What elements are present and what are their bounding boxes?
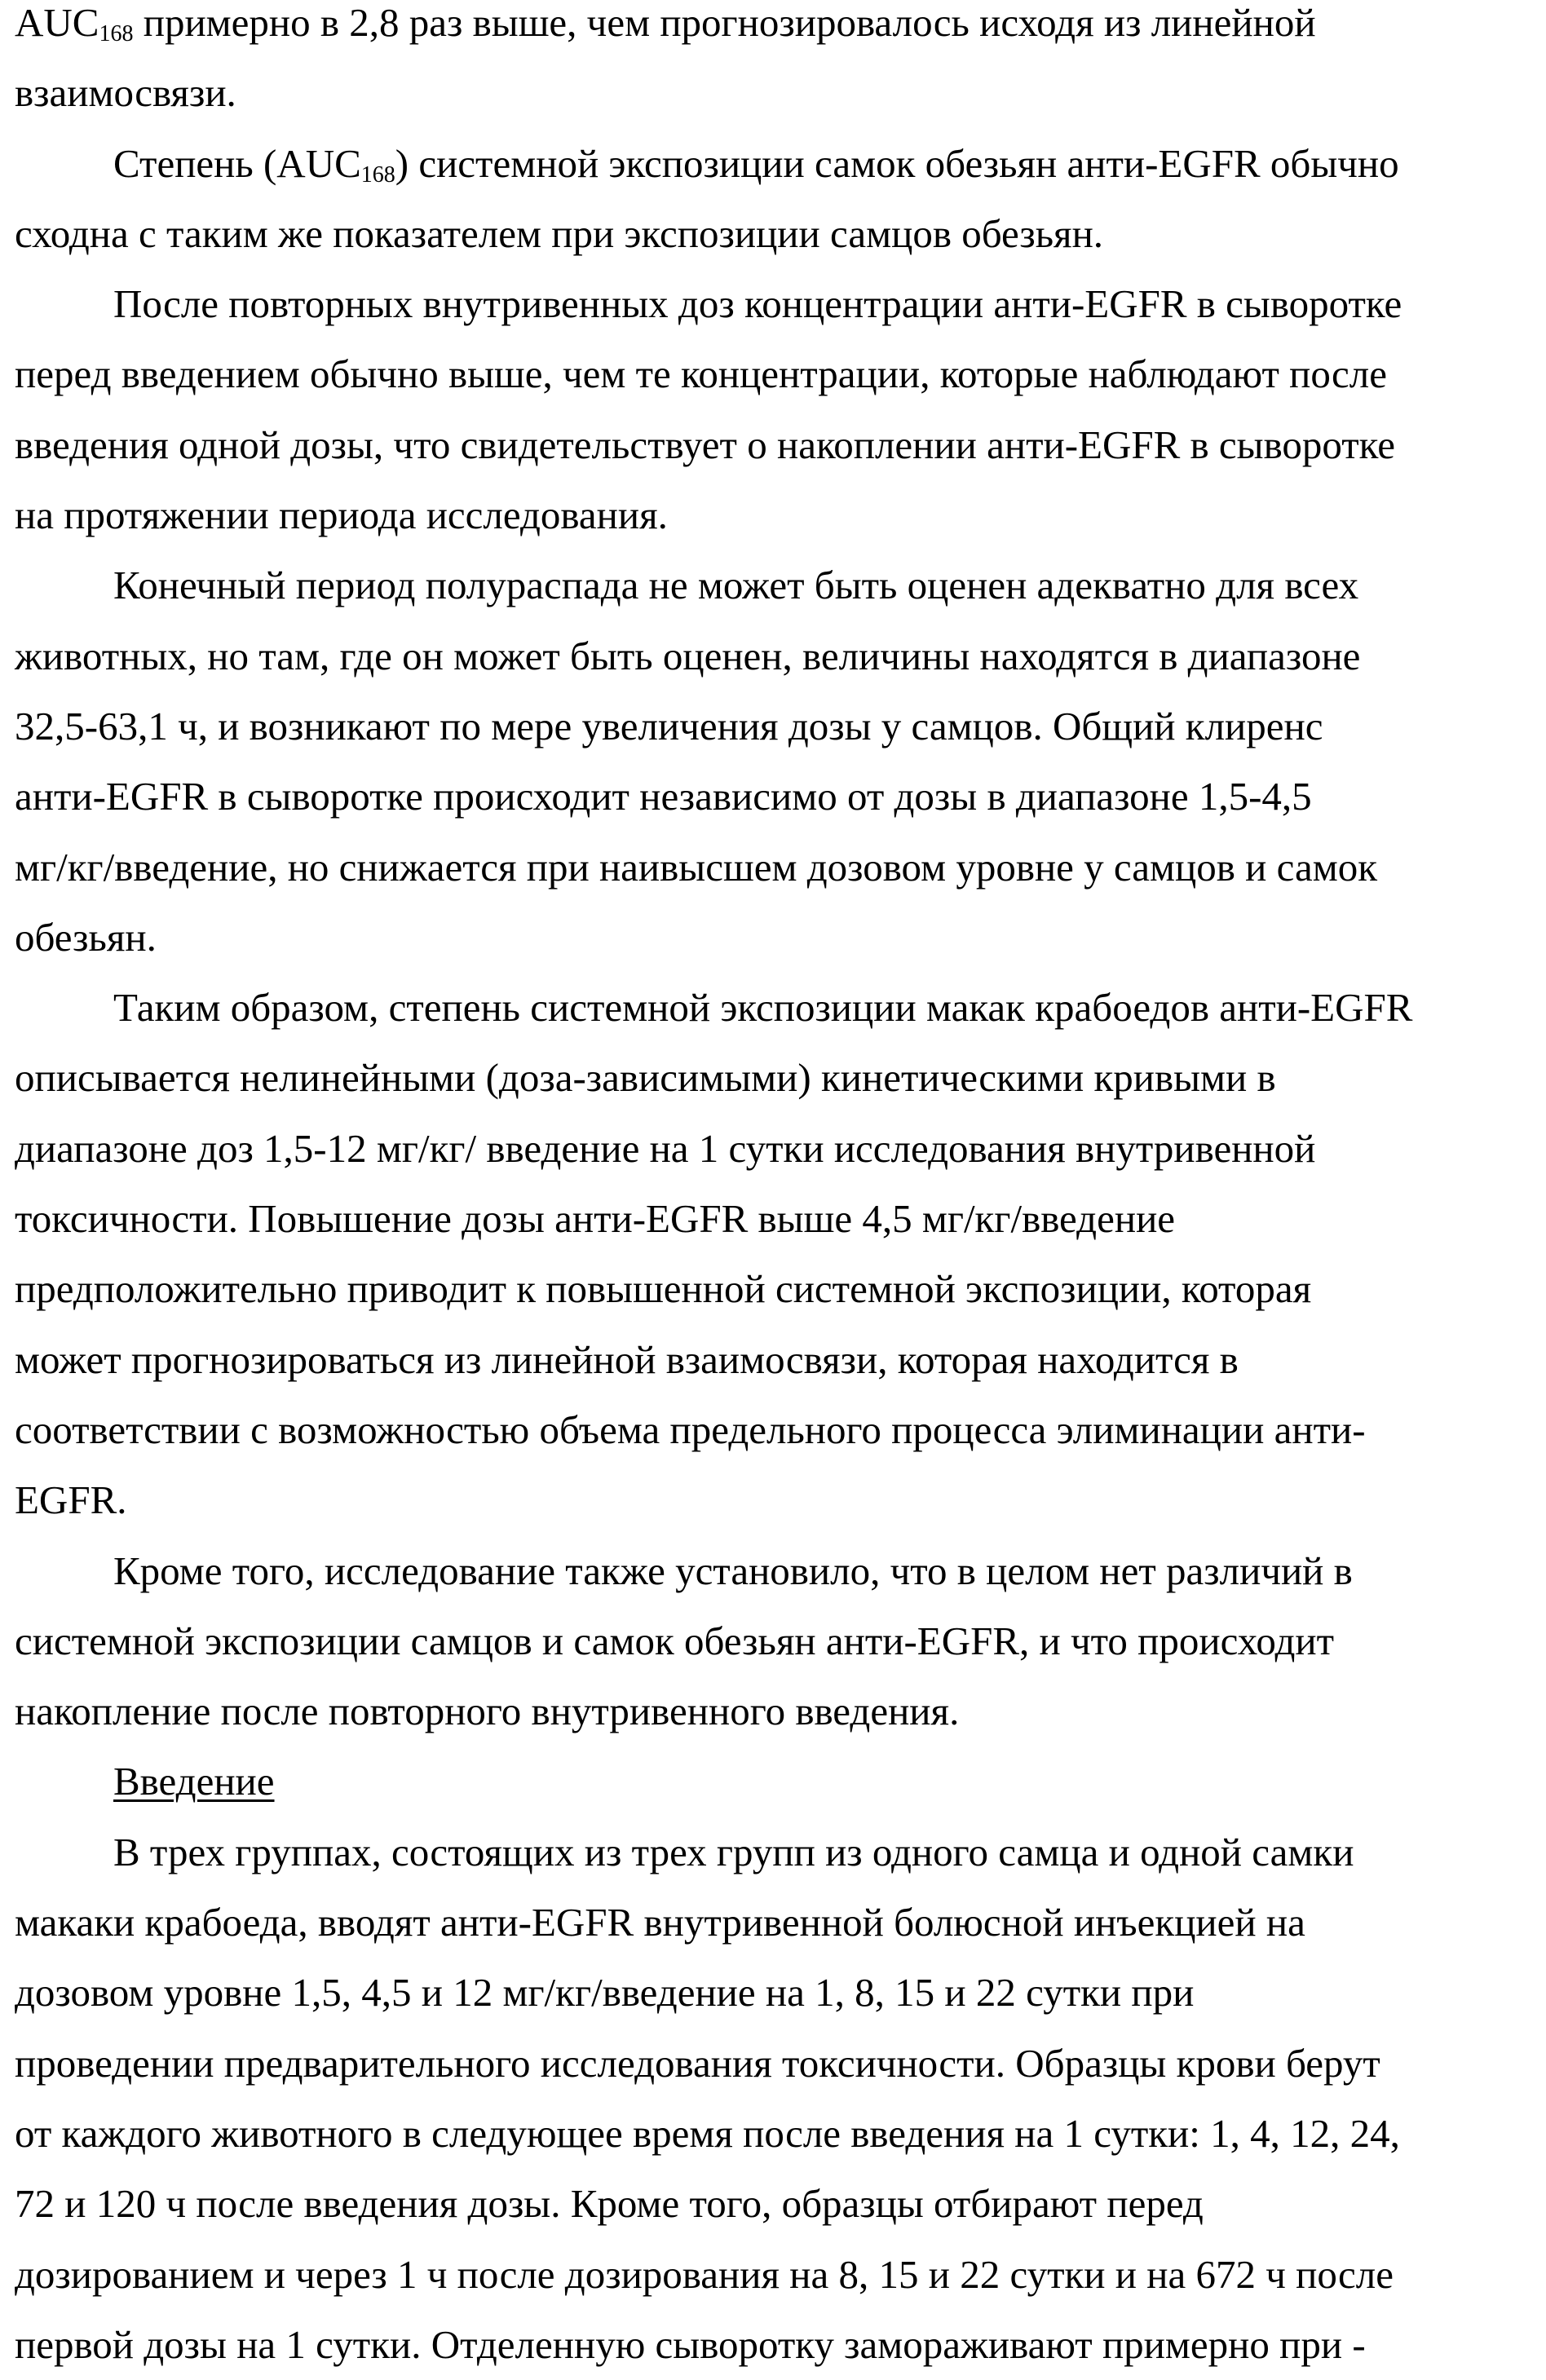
text-line [15, 621, 1543, 691]
text-line [15, 2310, 1543, 2380]
paragraph [15, 1817, 1543, 2380]
text-line [15, 550, 1543, 620]
text-line [15, 1254, 1543, 1324]
line-text: на протяжении периода исследования. [15, 492, 668, 537]
text-line [15, 1043, 1543, 1113]
text-line [15, 1184, 1543, 1254]
line-text: После повторных внутривенных доз концентрации анти-EGFR в сыворотке [113, 281, 1402, 326]
line-text: AUC [15, 0, 99, 45]
line-text: может прогнозироваться из линейной взаимосвязи, которая находится в [15, 1337, 1239, 1382]
paragraph [15, 269, 1543, 550]
section-heading [15, 1746, 1543, 1817]
document-page [15, 0, 1543, 2380]
line-text: Таким образом, степень системной экспозиции макак крабоедов анти-EGFR [113, 985, 1412, 1030]
text-line [15, 129, 1543, 199]
text-line [15, 1888, 1543, 1958]
line-text: первой дозы на 1 сутки. Отделенную сыворотку замораживают примерно при - [15, 2322, 1366, 2367]
line-text: обезьян. [15, 915, 157, 960]
line-text: введения одной дозы, что свидетельствует о накоплении анти-EGFR в сыворотке [15, 422, 1395, 467]
line-text: EGFR. [15, 1477, 127, 1522]
text-line [15, 1325, 1543, 1395]
line-text: Кроме того, исследование также установило, что в целом нет различий в [113, 1548, 1353, 1593]
line-text: токсичности. Повышение дозы анти-EGFR выше 4,5 мг/кг/введение [15, 1196, 1175, 1241]
text-line [15, 2099, 1543, 2169]
subscript: 168 [99, 21, 133, 46]
paragraph [15, 129, 1543, 270]
text-line [15, 199, 1543, 269]
text-line [15, 1465, 1543, 1535]
line-text: сходна с таким же показателем при экспозиции самцов обезьян. [15, 211, 1103, 256]
line-text: перед введением обычно выше, чем те концентрации, которые наблюдают после [15, 351, 1387, 396]
line-text: взаимосвязи. [15, 70, 236, 115]
line-text: диапазоне доз 1,5-12 мг/кг/ введение на 1 сутки исследования внутривенной [15, 1126, 1315, 1171]
line-text: предположительно приводит к повышенной системной экспозиции, которая [15, 1266, 1311, 1311]
text-line [15, 0, 1543, 58]
text-line [15, 903, 1543, 973]
line-text: В трех группах, состоящих из трех групп из одного самца и одной самки [113, 1830, 1354, 1874]
text-line [15, 1606, 1543, 1676]
text-line [15, 1817, 1543, 1888]
text-line [15, 1676, 1543, 1746]
text-line [15, 762, 1543, 832]
line-text: накопление после повторного внутривенного введения. [15, 1689, 959, 1733]
text-line [15, 832, 1543, 903]
text-line [15, 1536, 1543, 1606]
heading-text: Введение [113, 1759, 275, 1804]
line-text: ) системной экспозиции самок обезьян анти-EGFR обычно [395, 141, 1399, 186]
text-line [15, 1746, 1543, 1817]
line-text: анти-EGFR в сыворотке происходит независимо от дозы в диапазоне 1,5-4,5 [15, 774, 1312, 819]
text-line [15, 58, 1543, 128]
paragraph [15, 973, 1543, 1535]
line-text: соответствии с возможностью объема предельного процесса элиминации анти- [15, 1407, 1366, 1452]
line-text: 72 и 120 ч после введения дозы. Кроме того, образцы отбирают перед [15, 2181, 1204, 2226]
text-line [15, 973, 1543, 1043]
line-text: системной экспозиции самцов и самок обезьян анти-EGFR, и что происходит [15, 1618, 1334, 1663]
line-text: мг/кг/введение, но снижается при наивысшем дозовом уровне у самцов и самок [15, 845, 1377, 890]
paragraph [15, 550, 1543, 973]
text-line [15, 1395, 1543, 1465]
text-line [15, 410, 1543, 480]
text-line [15, 2240, 1543, 2310]
text-line [15, 1958, 1543, 2028]
line-text: описывается нелинейными (доза-зависимыми) кинетическими кривыми в [15, 1055, 1276, 1100]
line-text: проведении предварительного исследования токсичности. Образцы крови берут [15, 2041, 1380, 2086]
paragraph [15, 0, 1543, 129]
text-line [15, 691, 1543, 762]
line-text: Степень (AUC [113, 141, 361, 186]
line-text: дозовом уровне 1,5, 4,5 и 12 мг/кг/введение на 1, 8, 15 и 22 сутки при [15, 1970, 1194, 2015]
text-line [15, 480, 1543, 550]
text-line [15, 2029, 1543, 2099]
text-line [15, 2169, 1543, 2239]
line-text: от каждого животного в следующее время после введения на 1 сутки: 1, 4, 12, 24, [15, 2111, 1400, 2156]
line-text: 32,5-63,1 ч, и возникают по мере увеличения дозы у самцов. Общий клиренс [15, 704, 1323, 748]
line-text: Конечный период полураспада не может быть оценен адекватно для всех [113, 563, 1358, 607]
text-line [15, 269, 1543, 339]
line-text: животных, но там, где он может быть оценен, величины находятся в диапазоне [15, 634, 1360, 678]
line-text: дозированием и через 1 ч после дозирования на 8, 15 и 22 сутки и на 672 ч после [15, 2252, 1394, 2297]
line-text: примерно в 2,8 раз выше, чем прогнозировалось исходя из линейной [133, 0, 1315, 45]
text-line [15, 339, 1543, 409]
text-line [15, 1114, 1543, 1184]
line-text: макаки крабоеда, вводят анти-EGFR внутривенной болюсной инъекцией на [15, 1900, 1305, 1945]
paragraph [15, 1536, 1543, 1747]
subscript: 168 [361, 162, 395, 188]
